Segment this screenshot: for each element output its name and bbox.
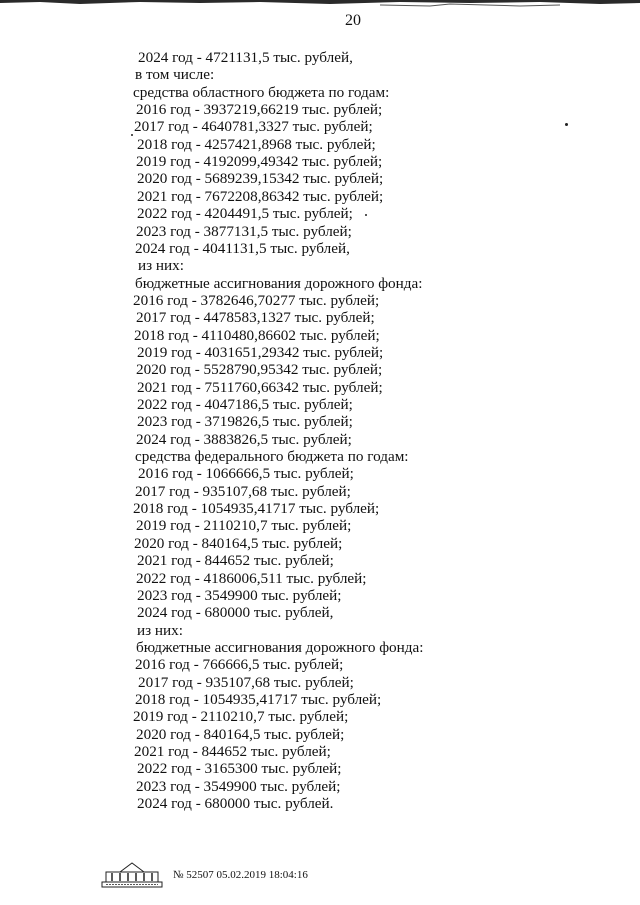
- document-line: 2019 год - 2110210,7 тыс. рублей;: [136, 517, 352, 535]
- document-line: из них:: [138, 257, 184, 275]
- document-footer: [100, 860, 400, 890]
- document-line: 2023 год - 3877131,5 тыс. рублей;: [136, 222, 352, 240]
- document-line: 2019 год - 2110210,7 тыс. рублей;: [133, 708, 349, 726]
- document-line: средства областного бюджета по годам:: [133, 83, 390, 101]
- document-line: бюджетные ассигнования дорожного фонда:: [135, 274, 423, 292]
- scan-speck: [131, 134, 133, 136]
- document-line: в том числе:: [135, 66, 215, 84]
- document-line: 2020 год - 5689239,15342 тыс. рублей;: [137, 170, 384, 188]
- document-line: средства федерального бюджета по годам:: [135, 448, 409, 466]
- document-line: 2016 год - 3937219,66219 тыс. рублей;: [136, 101, 383, 119]
- document-line: 2016 год - 766666,5 тыс. рублей;: [135, 656, 344, 674]
- document-line: из них:: [137, 621, 183, 639]
- scan-edge-artifact: [0, 0, 640, 8]
- document-line: бюджетные ассигнования дорожного фонда:: [136, 638, 424, 656]
- document-line: 2022 год - 4047186,5 тыс. рублей;: [137, 396, 353, 413]
- document-line: 2016 год - 1066666,5 тыс. рублей;: [138, 465, 354, 483]
- document-line: 2024 год - 3883826,5 тыс. рублей;: [136, 430, 352, 448]
- document-line: 2020 год - 840164,5 тыс. рублей;: [136, 725, 345, 743]
- document-line: 2022 год - 4186006,511 тыс. рублей;: [136, 569, 367, 587]
- document-line: 2023 год - 3719826,5 тыс. рублей;: [137, 413, 353, 431]
- document-line: 2022 год - 4204491,5 тыс. рублей;: [137, 205, 353, 223]
- document-line: 2021 год - 7672208,86342 тыс. рублей;: [137, 187, 384, 205]
- document-line: 2020 год - 5528790,95342 тыс. рублей;: [136, 361, 383, 379]
- document-line: 2017 год - 935107,68 тыс. рублей;: [138, 673, 354, 691]
- document-line: 2024 год - 4041131,5 тыс. рублей,: [135, 239, 350, 257]
- scan-speck: [565, 123, 568, 126]
- document-line: 2016 год - 3782646,70277 тыс. рублей;: [133, 291, 380, 309]
- document-line: 2024 год - 680000 тыс. рублей.: [137, 795, 334, 813]
- document-line: 2018 год - 4110480,86602 тыс. рублей;: [134, 326, 380, 344]
- document-line: 2023 год - 3549900 тыс. рублей;: [137, 586, 342, 604]
- document-line: 2018 год - 4257421,8968 тыс. рублей;: [137, 135, 376, 153]
- document-line: 2017 год - 4640781,3327 тыс. рублей;: [134, 118, 373, 136]
- document-line: 2020 год - 840164,5 тыс. рублей;: [134, 534, 343, 552]
- document-line: 2024 год - 4721131,5 тыс. рублей,: [138, 49, 353, 66]
- government-building-icon: [100, 860, 164, 888]
- document-line: 2021 год - 844652 тыс. рублей;: [137, 552, 334, 570]
- page-number: 20: [345, 12, 361, 29]
- document-line: 2017 год - 935107,68 тыс. рублей;: [135, 482, 351, 500]
- scan-speck: [365, 214, 367, 216]
- document-line: 2024 год - 680000 тыс. рублей,: [137, 604, 334, 622]
- document-line: 2019 год - 4192099,49342 тыс. рублей;: [136, 153, 383, 171]
- registration-stamp: № 52507 05.02.2019 18:04:16: [173, 869, 308, 881]
- document-line: 2022 год - 3165300 тыс. рублей;: [137, 760, 342, 778]
- document-line: 2023 год - 3549900 тыс. рублей;: [136, 777, 341, 795]
- document-line: 2018 год - 1054935,41717 тыс. рублей;: [133, 500, 380, 518]
- document-line: 2021 год - 7511760,66342 тыс. рублей;: [137, 378, 383, 396]
- document-line: 2021 год - 844652 тыс. рублей;: [134, 743, 331, 760]
- document-line: 2019 год - 4031651,29342 тыс. рублей;: [137, 343, 384, 361]
- document-line: 2017 год - 4478583,1327 тыс. рублей;: [136, 309, 375, 327]
- document-line: 2018 год - 1054935,41717 тыс. рублей;: [135, 690, 382, 708]
